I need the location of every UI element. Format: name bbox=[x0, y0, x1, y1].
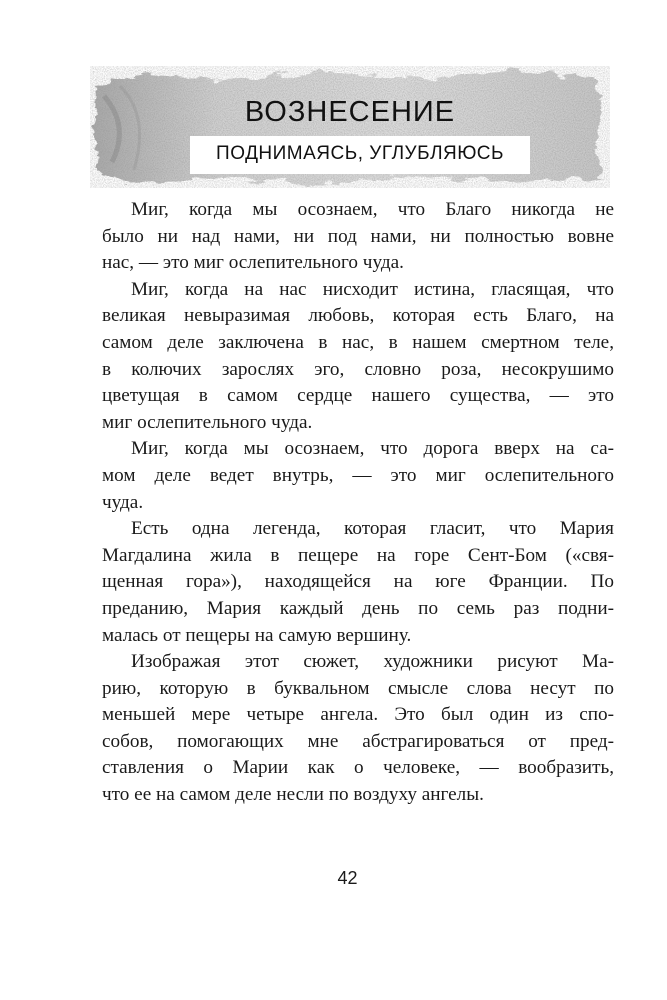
text-line: миг ослепительного чуда. bbox=[102, 411, 313, 433]
text-line: преданию, Мария каждый день по семь раз подни- bbox=[102, 597, 614, 619]
text-line: Миг, когда на нас нисходит истина, гласящая, что bbox=[131, 278, 614, 300]
text-line: чуда. bbox=[102, 491, 144, 513]
text-line: малась от пещеры на самую вершину. bbox=[102, 624, 412, 646]
body-text bbox=[102, 197, 614, 809]
text-line: рию, которую в буквальном смысле слова несут по bbox=[102, 677, 614, 699]
text-line: самом деле заключена в нас, в нашем смертном теле, bbox=[102, 331, 614, 353]
chapter-header-banner bbox=[90, 66, 610, 188]
text-line: ставления о Марии как о человеке, — вообразить, bbox=[102, 757, 614, 779]
text-line: в колючих зарослях эго, словно роза, несокрушимо bbox=[102, 358, 614, 380]
paragraph bbox=[102, 197, 614, 277]
text-line: меньшей мере четыре ангела. Это был один из спо- bbox=[102, 704, 614, 726]
text-line: Есть одна легенда, которая гласит, что Мария bbox=[131, 518, 614, 540]
text-line: Миг, когда мы осознаем, что дорога вверх на са- bbox=[131, 438, 614, 460]
paragraph bbox=[102, 649, 614, 809]
text-line: собов, помогающих мне абстрагироваться от пред- bbox=[102, 730, 614, 752]
text-line: мом деле ведет внутрь, — это миг ослепительного bbox=[102, 464, 614, 486]
paragraph bbox=[102, 436, 614, 516]
paragraph bbox=[102, 516, 614, 649]
text-line: Миг, когда мы осознаем, что Благо никогда не bbox=[131, 199, 614, 220]
text-line: Изображая этот сюжет, художники рисуют Ма- bbox=[131, 651, 614, 673]
page-number: 42 bbox=[337, 868, 358, 888]
text-line: Магдалина жила в пещере на горе Сент-Бом («свя- bbox=[102, 544, 614, 566]
text-line: нас, — это миг ослепительного чуда. bbox=[102, 252, 404, 274]
text-line: было ни над нами, ни под нами, ни полностью вовне bbox=[102, 225, 614, 247]
text-line: что ее на самом деле несли по воздуху ангелы. bbox=[102, 784, 484, 806]
text-line: великая невыразимая любовь, которая есть Благо, на bbox=[102, 305, 614, 327]
text-line: щенная гора»), находящейся на юге Франции. По bbox=[102, 571, 614, 593]
paragraph bbox=[102, 277, 614, 437]
subtitle-box bbox=[190, 136, 530, 174]
chapter-title: ВОЗНЕСЕНИЕ bbox=[244, 96, 456, 128]
chapter-subtitle: ПОДНИМАЯСЬ, УГЛУБЛЯЮСЬ bbox=[216, 143, 504, 164]
text-line: цветущая в самом сердце нашего существа, — это bbox=[102, 385, 614, 407]
